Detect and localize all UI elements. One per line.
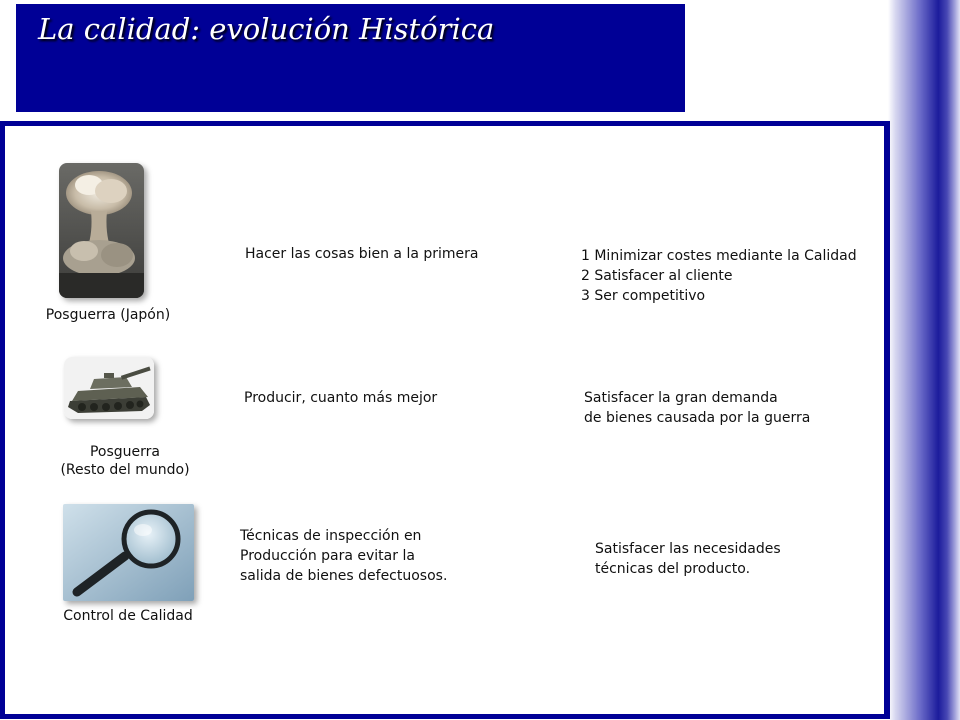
title-banner [16, 4, 685, 112]
row-2-goals: Satisfacer la gran demanda de bienes causada por la guerra [584, 390, 811, 426]
row-3-goals: Satisfacer las necesidades técnicas del producto. [595, 541, 781, 577]
tank-icon [64, 357, 154, 419]
row-1-goals: 1 Minimizar costes mediante la Calidad 2 Satisfacer al cliente 3 Ser competitivo [581, 248, 857, 304]
magnifying-glass-image [63, 504, 194, 601]
row-1-label: Posguerra (Japón) [45, 307, 171, 323]
tank-image [64, 357, 154, 419]
row-3-approach: Técnicas de inspección en Producción para evitar la salida de bienes defectuosos. [240, 528, 448, 584]
magnifying-glass-icon [63, 504, 194, 601]
row-2-label: Posguerra (Resto del mundo) [60, 444, 190, 478]
row-1-approach: Hacer las cosas bien a la primera [245, 246, 479, 262]
mushroom-cloud-icon [59, 163, 144, 298]
row-3-label: Control de Calidad [63, 608, 193, 624]
slide-title: La calidad: evolución Histórica [38, 12, 495, 46]
mushroom-cloud-image [59, 163, 144, 298]
decorative-side-band [888, 0, 960, 720]
row-2-approach: Producir, cuanto más mejor [244, 390, 438, 406]
